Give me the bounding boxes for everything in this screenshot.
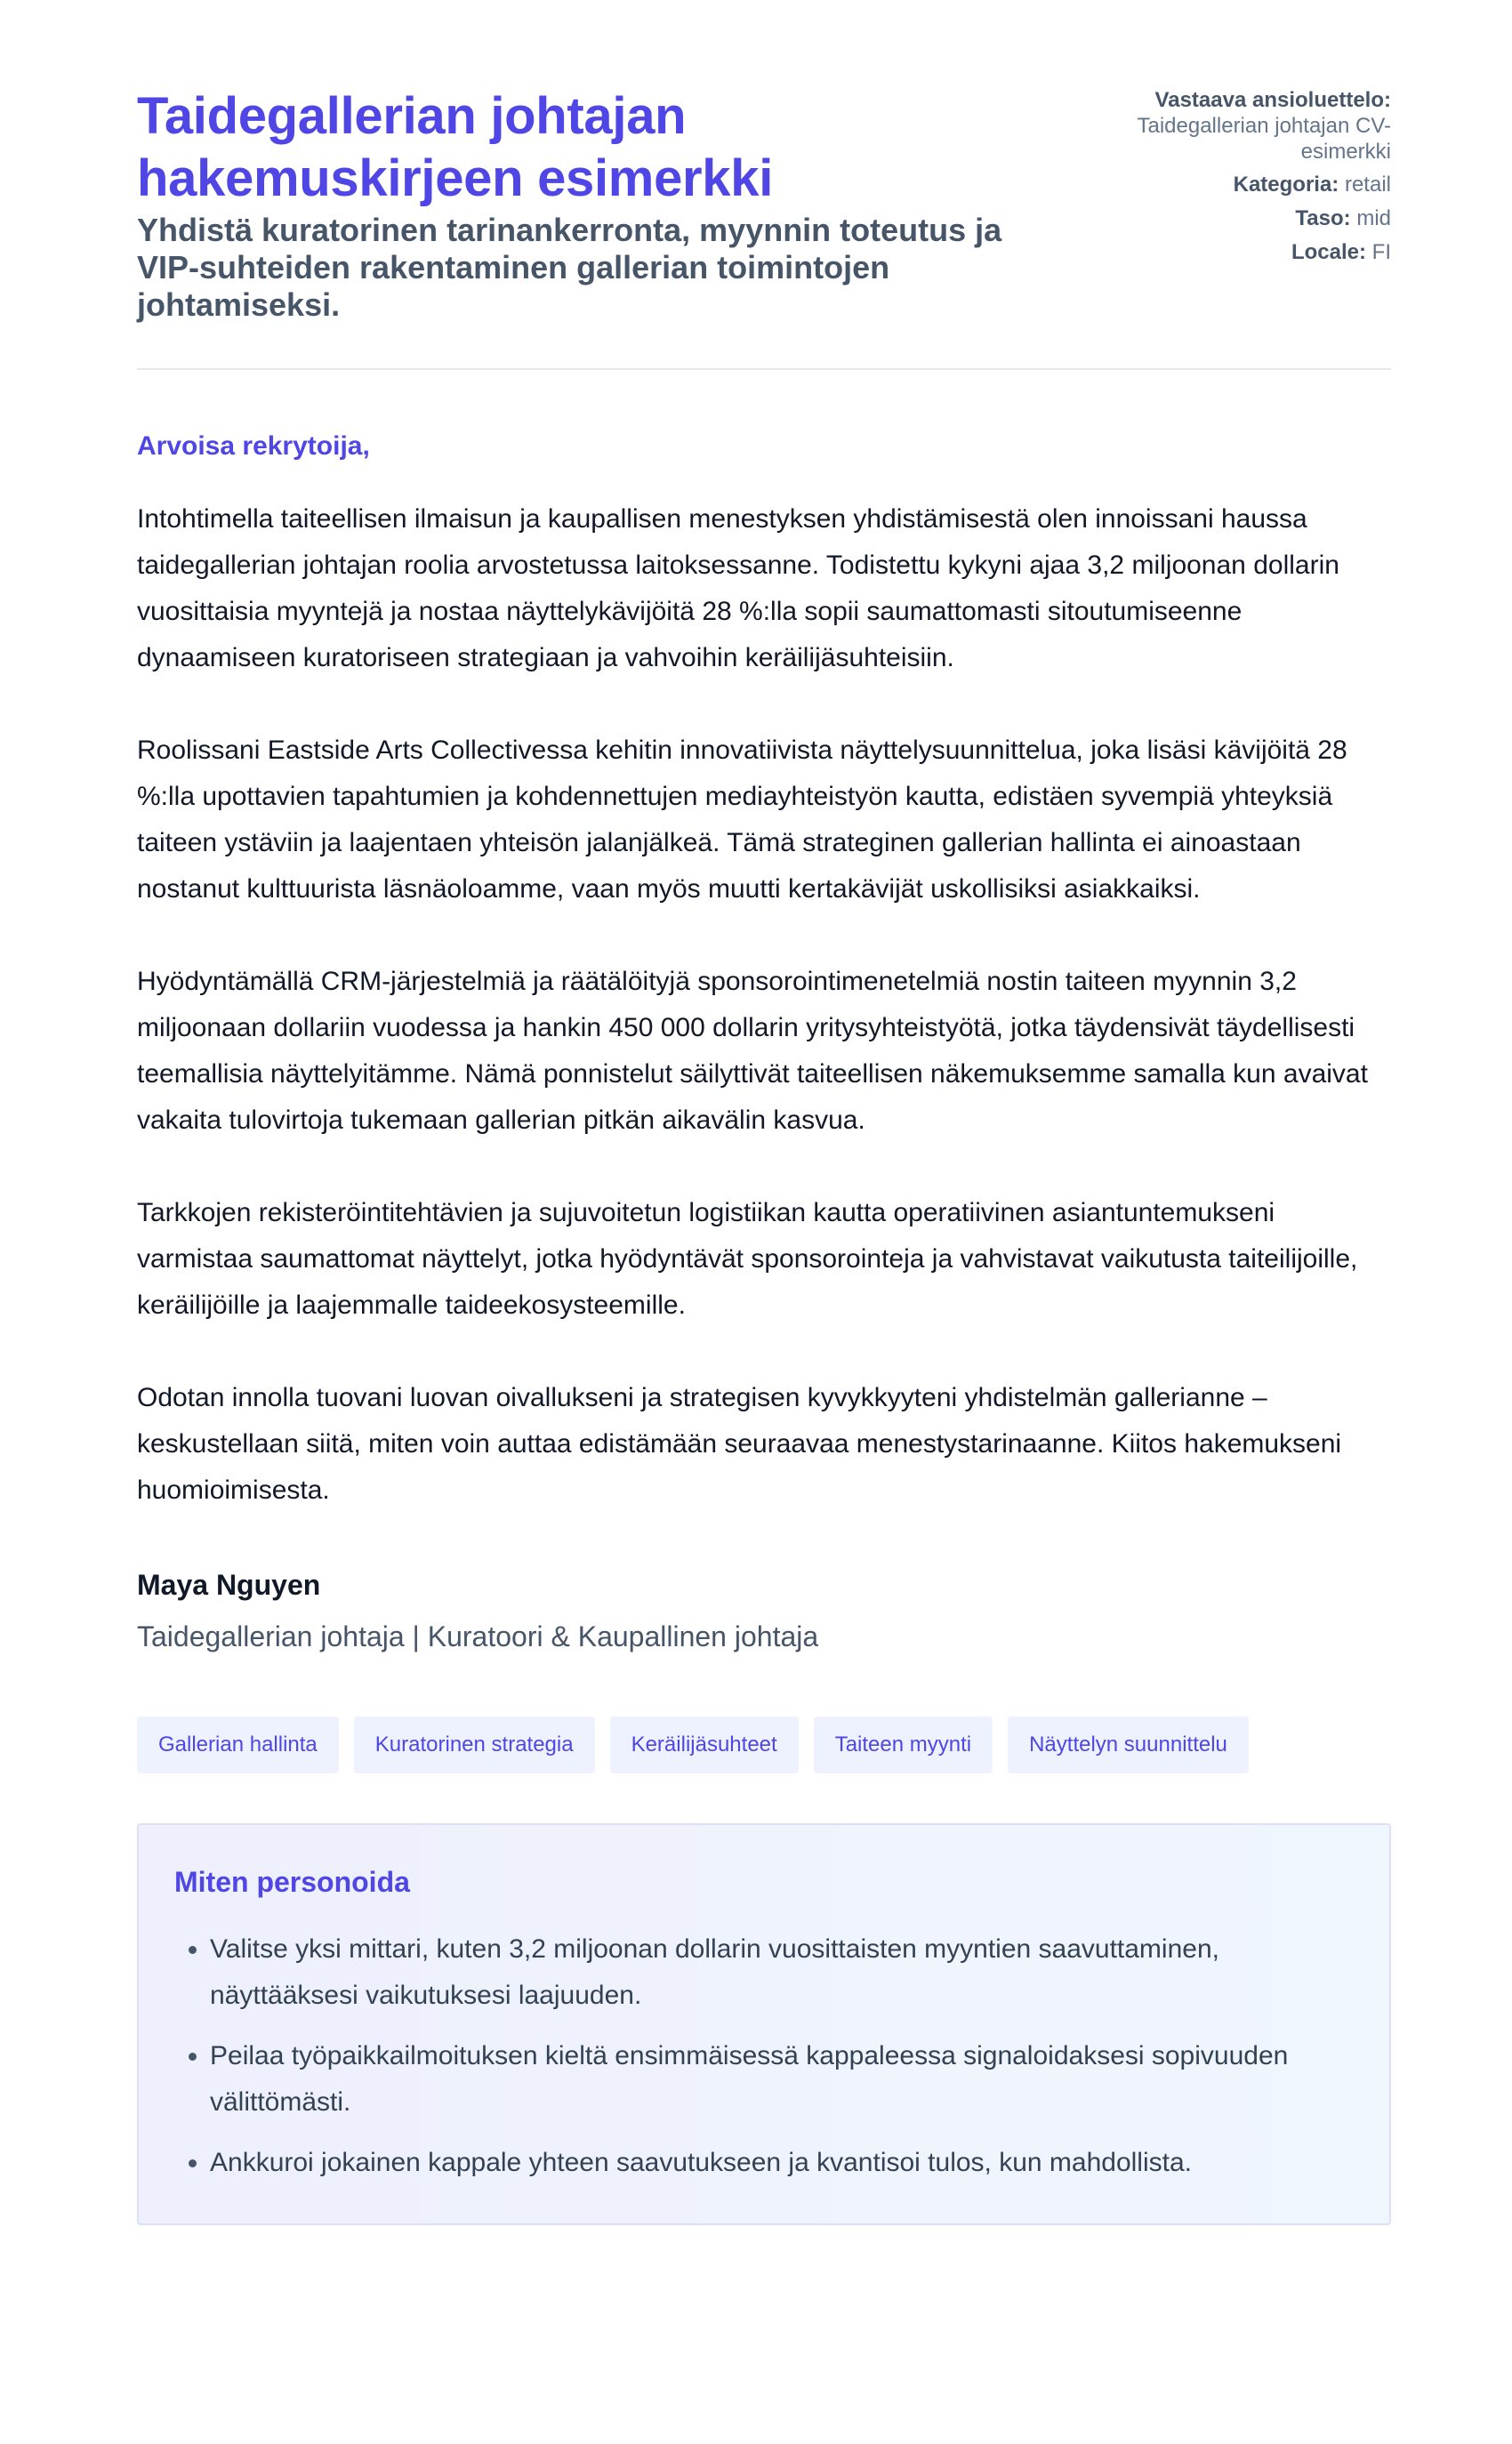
tips-title: Miten personoida [174, 1866, 410, 1898]
skill-tag: Näyttelyn suunnittelu [1008, 1716, 1249, 1773]
tips-list-item: • Peilaa työpaikkailmoituksen kieltä ensimmäisessä kappaleessa signaloidaksesi sopivuuden välittömästi. [210, 2033, 1354, 2126]
tips-list [174, 1926, 1354, 2186]
tips-list-item: • Ankkuroi jokainen kappale yhteen saavutukseen ja kvantisoi tulos, kun mahdollista. [210, 2140, 1354, 2186]
meta-resume-label: Vastaava ansioluettelo: [1154, 88, 1391, 112]
meta-locale-label: Locale: [1291, 240, 1366, 264]
meta-category-value: retail [1344, 173, 1391, 197]
page-header [137, 85, 1391, 324]
skill-tag: Kuratorinen strategia [354, 1716, 595, 1773]
letter-paragraph: Hyödyntämällä CRM-järjestelmiä ja räätälöityjä sponsorointimenetelmiä nostin taiteen myynnin 3,2 miljoonaan dollariin vuodessa ja hankin 450 000 dollarin yritysyhteistyötä, jotka täydensivät täydellisesti teemallisia näyttelyitämme. Nämä ponnistelut säilyttivät taiteellisen näkemuksemme samalla kun avaivat vakaita tulovirtoja tukemaan gallerian pitkän aikavälin kasvua. [137, 967, 1368, 1135]
meta-locale-value: FI [1371, 240, 1391, 264]
signature-block [137, 1567, 1391, 1654]
meta-locale [1089, 239, 1391, 265]
page-title: Taidegallerian johtajan hakemuskirjeen esimerkki [137, 87, 774, 207]
letter-body [137, 496, 1391, 1514]
meta-level-label: Taso: [1295, 206, 1351, 230]
skill-tag: Gallerian hallinta [137, 1716, 339, 1773]
header-divider [137, 368, 1391, 370]
letter-paragraph: Intohtimella taiteellisen ilmaisun ja kaupallisen menestyksen yhdistämisestä olen innoissani haussa taidegallerian johtajan roolia arvostetussa laitoksessanne. Todistettu kykyni ajaa 3,2 miljoonan dollarin vuosittaisia myyntejä ja nostaa näyttelykävijöitä 28 %:lla sopii saumattomasti sitoutumiseenne dynaamiseen kuratoriseen strategiaan ja vahvoihin keräilijäsuhteisiin. [137, 504, 1339, 672]
letter-paragraph: Odotan innolla tuovani luovan oivallukseni ja strategisen kyvykkyyteni yhdistelmän gallerianne – keskustellaan siitä, miten voin auttaa edistämään seuraavaa menestystarinaanne. Kiitos hakemukseni huomioimisesta. [137, 1383, 1342, 1505]
meta-panel [1089, 85, 1391, 273]
meta-level [1089, 205, 1391, 231]
signature-name: Maya Nguyen [137, 1569, 321, 1601]
meta-level-value: mid [1356, 206, 1391, 230]
skill-tag: Taiteen myynti [814, 1716, 993, 1773]
signature-title: Taidegallerian johtaja | Kuratoori & Kaupallinen johtaja [137, 1620, 819, 1652]
header-title-block [137, 85, 1071, 324]
skill-tag: Keräilijäsuhteet [610, 1716, 799, 1773]
meta-category-label: Kategoria: [1233, 173, 1339, 197]
tips-list-item: • Valitse yksi mittari, kuten 3,2 miljoonan dollarin vuosittaisten myyntien saavuttaminen, näyttääksesi vaikutuksesi laajuuden. [210, 1926, 1354, 2019]
page-subtitle: Yhdistä kuratorinen tarinankerronta, myynnin toteutus ja VIP-suhteiden rakentaminen gallerian toimintojen johtamiseksi. [137, 212, 1002, 323]
meta-resume-value[interactable]: Taidegallerian johtajan CV-esimerkki [1137, 114, 1391, 164]
cover-letter-page [137, 85, 1391, 2225]
skill-tags [137, 1716, 1391, 1773]
letter-greeting: Arvoisa rekrytoija, [137, 431, 370, 461]
letter-paragraph: Roolissani Eastside Arts Collectivessa kehitin innovatiivista näyttelysuunnittelua, joka lisäsi kävijöitä 28 %:lla upottavien tapahtumien ja kohdennettujen mediayhteistyön kautta, edistäen syvempiä yhteyksiä taiteen ystäviin ja laajentaen yhteisön jalanjälkeä. Tämä strateginen gallerian hallinta ei ainoastaan nostanut kulttuurista läsnäoloamme, vaan myös muutti kertakävijät uskollisiksi asiakkaiksi. [137, 736, 1347, 904]
letter-paragraph: Tarkkojen rekisteröintitehtävien ja sujuvoitetun logistiikan kautta operatiivinen asiantuntemukseni varmistaa saumattomat näyttelyt, jotka hyödyntävät sponsorointeja ja vahvistavat vaikutusta taiteilijoille, keräilijöille ja laajemmalle taideekosysteemille. [137, 1198, 1358, 1320]
meta-resume [1089, 87, 1391, 165]
personalization-tips-box [137, 1823, 1391, 2225]
meta-category [1089, 172, 1391, 197]
